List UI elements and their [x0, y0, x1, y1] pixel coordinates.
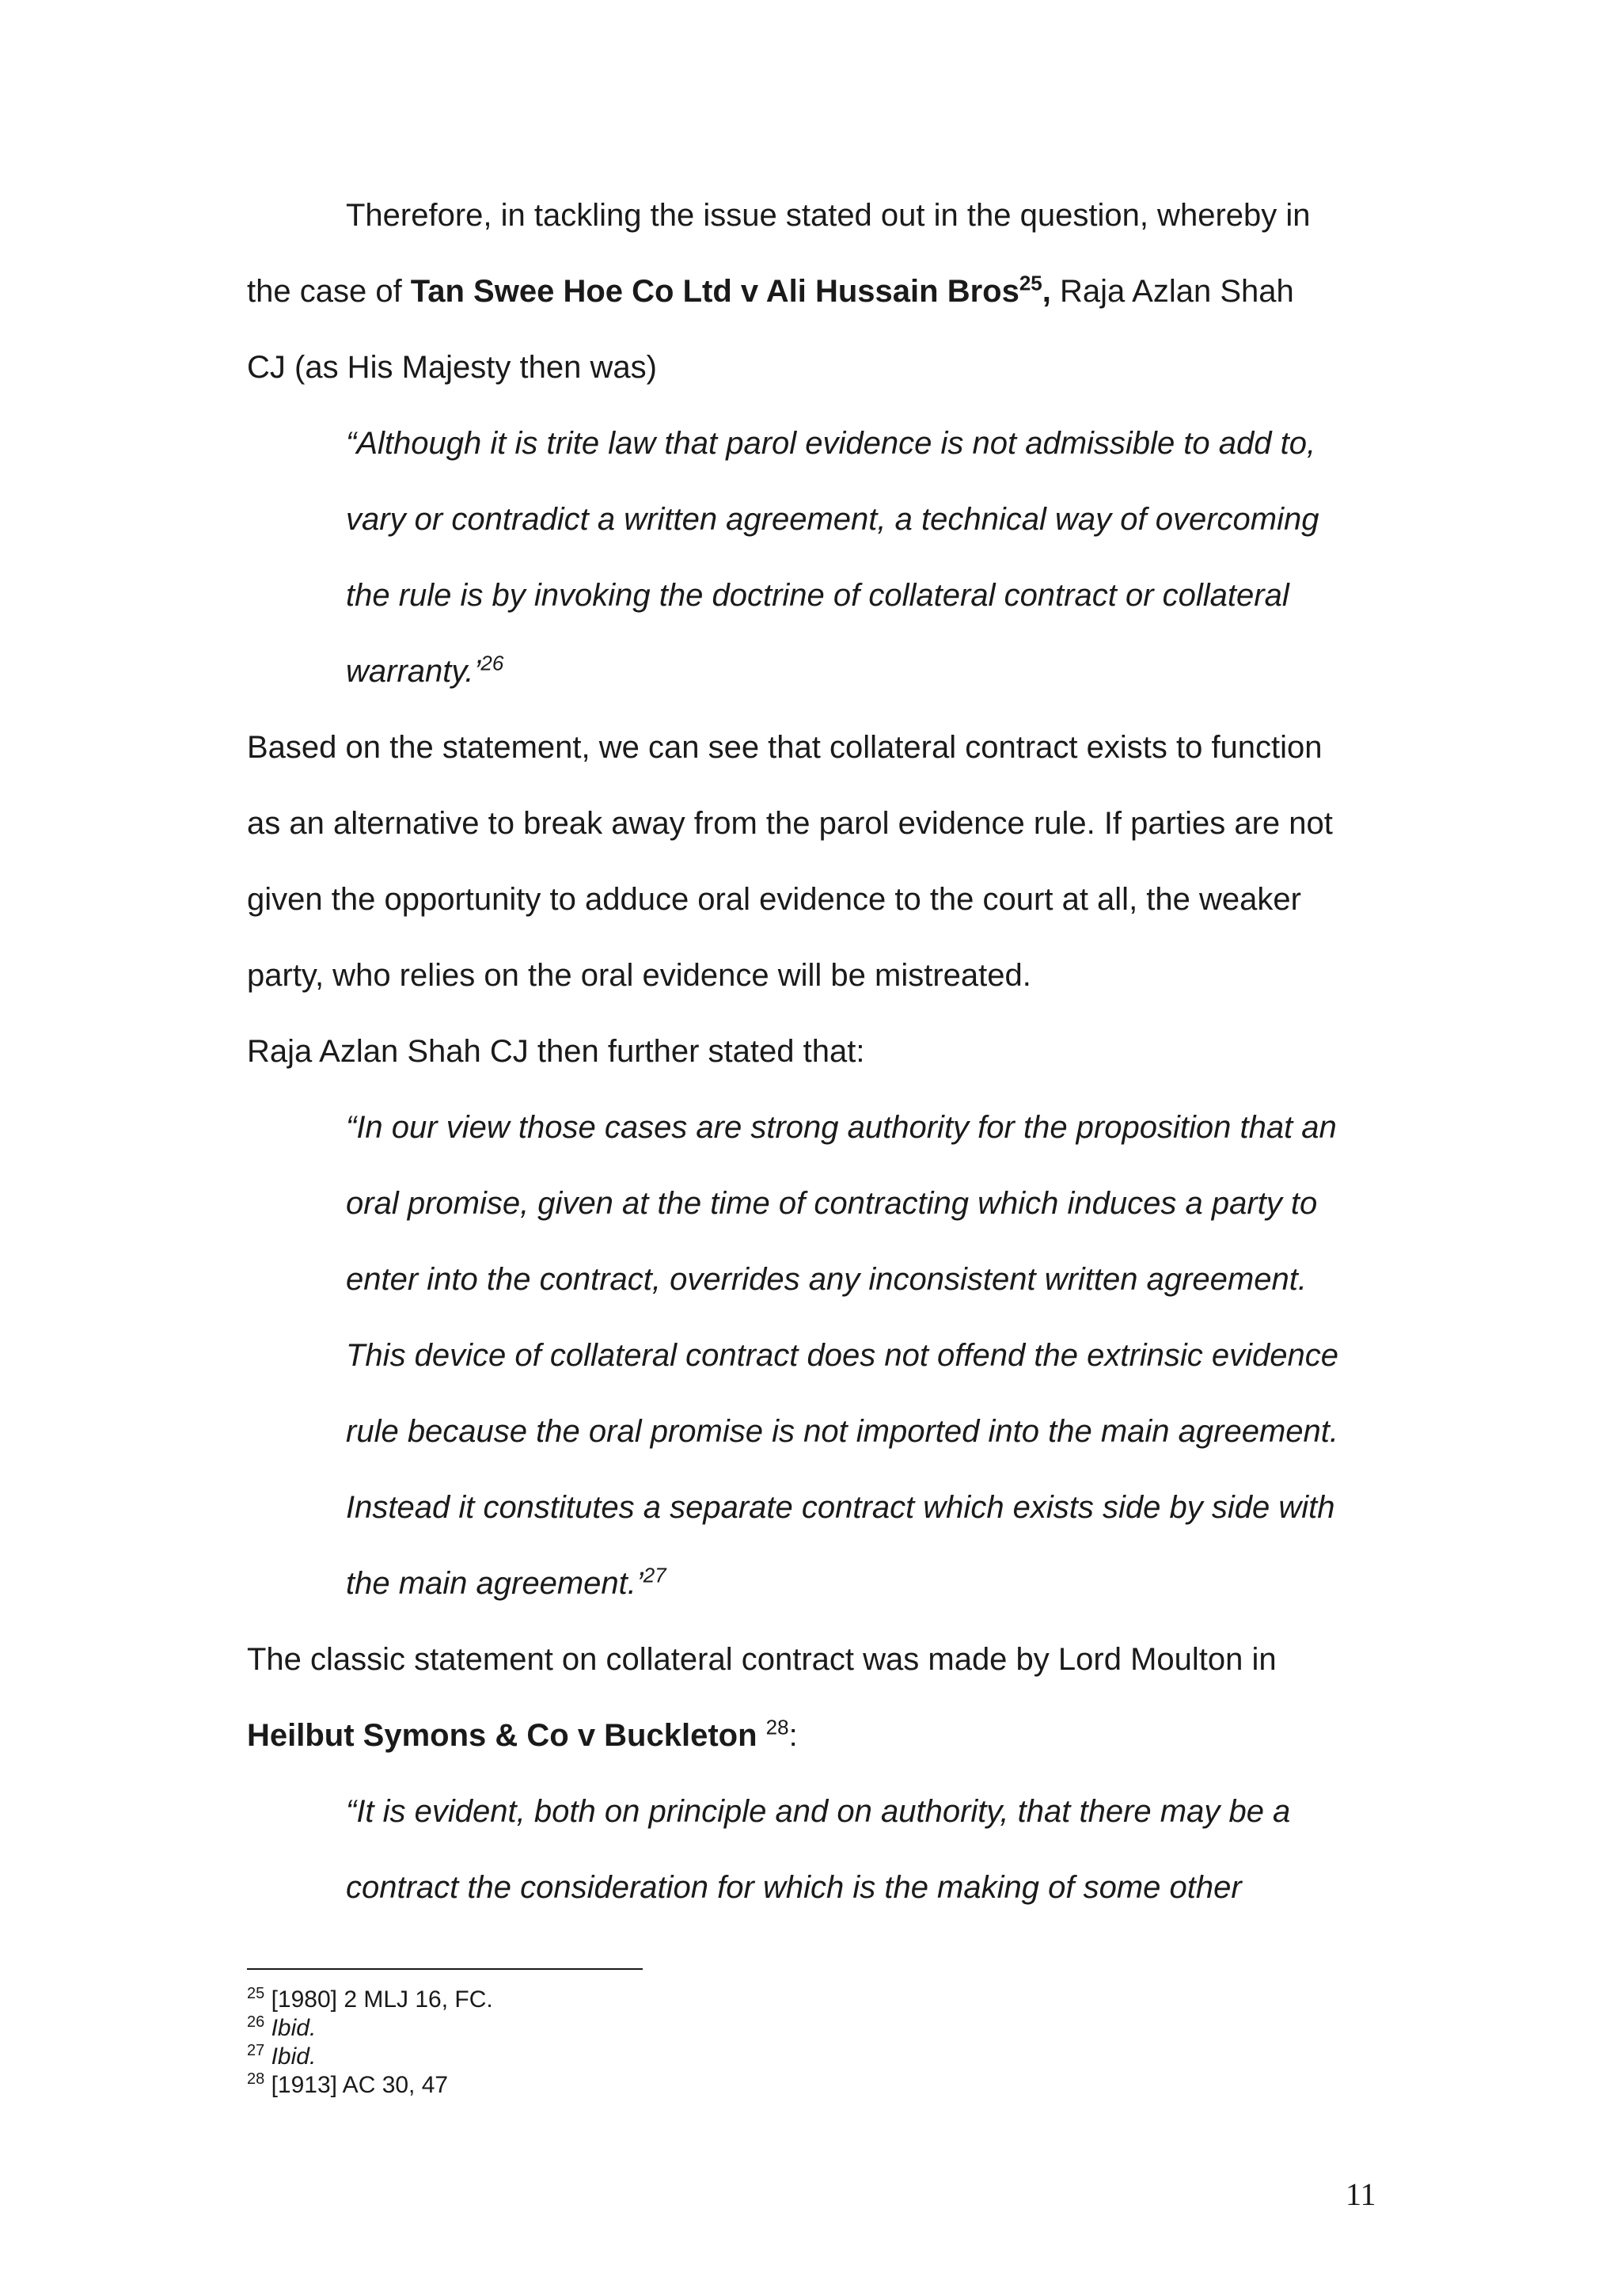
footnote-27 [247, 2044, 316, 2070]
quote-1-line-1: “Although it is trite law that parol evidence is not admissible to add to, [346, 426, 1316, 461]
quote-1-line-2: vary or contradict a written agreement, a technical way of overcoming [346, 502, 1319, 537]
footnote-number: 27 [247, 2042, 265, 2059]
footnote-text: Ibid. [271, 2015, 317, 2041]
text: Raja Azlan Shah [1050, 274, 1294, 309]
paragraph-2-line-3: given the opportunity to adduce oral evidence to the court at all, the weaker [247, 882, 1301, 917]
footnote-ref: 28 [765, 1715, 789, 1739]
text: , [1042, 274, 1051, 309]
footnote-number: 28 [247, 2070, 265, 2088]
text: the case of [247, 274, 411, 309]
footnote-separator [247, 1968, 643, 1970]
footnote-28 [247, 2070, 449, 2098]
footnote-ref: 26 [480, 651, 504, 675]
case-name: Heilbut Symons & Co v Buckleton [247, 1718, 757, 1753]
paragraph-1-line-1: Therefore, in tackling the issue stated out in the question, whereby in [346, 198, 1311, 233]
paragraph-2-line-2: as an alternative to break away from the parol evidence rule. If parties are not [247, 806, 1333, 841]
footnote-text: [1980] 2 MLJ 16, FC. [271, 1986, 493, 2013]
quote-2-line-5: rule because the oral promise is not imported into the main agreement. [346, 1414, 1339, 1449]
footnote-number: 26 [247, 2013, 265, 2031]
quote-2-line-7 [346, 1564, 666, 1602]
quote-1-line-4 [346, 652, 503, 690]
footnote-ref: 25 [1019, 271, 1042, 295]
paragraph-4-line-2 [247, 1716, 798, 1754]
footnote-text: [1913] AC 30, 47 [271, 2072, 449, 2098]
text: warranty.’ [346, 654, 481, 689]
quote-3-line-1: “It is evident, both on principle and on authority, that there may be a [346, 1794, 1291, 1829]
paragraph-4-line-1: The classic statement on collateral contract was made by Lord Moulton in [247, 1642, 1277, 1677]
quote-2-line-1: “In our view those cases are strong authority for the proposition that an [346, 1110, 1337, 1145]
quote-2-line-3: enter into the contract, overrides any inconsistent written agreement. [346, 1262, 1307, 1297]
case-name: Tan Swee Hoe Co Ltd v Ali Hussain Bros [410, 274, 1019, 309]
quote-2-line-6: Instead it constitutes a separate contract which exists side by side with [346, 1490, 1335, 1525]
footnote-26 [247, 2013, 317, 2041]
quote-1-line-3: the rule is by invoking the doctrine of collateral contract or collateral [346, 578, 1289, 613]
paragraph-3-line-1: Raja Azlan Shah CJ then further stated that: [247, 1034, 865, 1069]
footnote-25 [247, 1987, 493, 2013]
quote-2-line-4: This device of collateral contract does not offend the extrinsic evidence [346, 1338, 1339, 1373]
footnote-text: Ibid. [271, 2043, 317, 2070]
footnote-ref: 27 [643, 1563, 666, 1587]
paragraph-1-line-3: CJ (as His Majesty then was) [247, 350, 657, 385]
text: the main agreement.’ [346, 1566, 643, 1601]
page-number: 11 [1346, 2176, 1376, 2212]
paragraph-2-line-1: Based on the statement, we can see that collateral contract exists to function [247, 730, 1323, 765]
quote-2-line-2: oral promise, given at the time of contracting which induces a party to [346, 1186, 1318, 1221]
quote-3-line-2: contract the consideration for which is the making of some other [346, 1870, 1242, 1905]
paragraph-1-line-2 [247, 272, 1294, 310]
text: : [788, 1718, 798, 1753]
paragraph-2-line-4: party, who relies on the oral evidence will be mistreated. [247, 958, 1031, 993]
footnote-number: 25 [247, 1985, 265, 2002]
